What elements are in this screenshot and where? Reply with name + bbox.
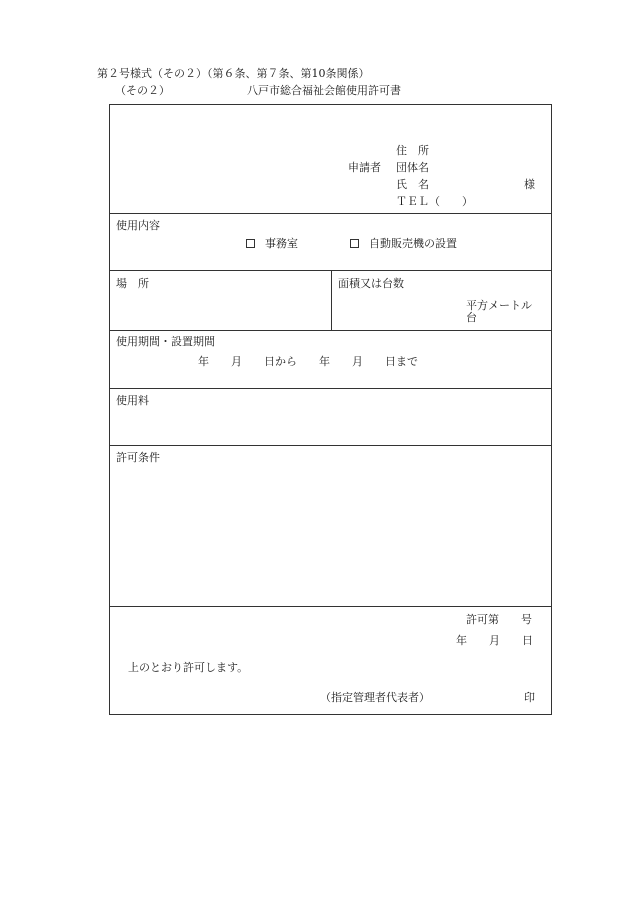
applicant-group-label: 団体名 (396, 161, 429, 174)
divider (110, 445, 551, 446)
office-checkbox[interactable] (246, 239, 255, 248)
conditions-label: 許可条件 (116, 451, 160, 464)
usage-option-office[interactable] (246, 238, 298, 249)
applicant-honorific: 様 (524, 178, 535, 191)
office-option-label: 事務室 (265, 237, 298, 250)
applicant-address-label: 住 所 (396, 144, 429, 157)
period-label: 使用期間・設置期間 (116, 335, 215, 348)
manager-label: （指定管理者代表者） (320, 691, 430, 704)
area-unit-sqm: 平方メートル (466, 299, 532, 312)
divider (110, 330, 551, 331)
divider (331, 270, 332, 330)
approval-date: 年 月 日 (456, 634, 533, 647)
permit-form (109, 104, 552, 715)
divider (110, 388, 551, 389)
usage-label: 使用内容 (116, 219, 160, 232)
vending-checkbox[interactable] (350, 239, 359, 248)
seal-mark: 印 (524, 691, 535, 704)
applicant-name-label: 氏 名 (396, 178, 429, 191)
usage-option-vending[interactable] (350, 238, 457, 249)
period-dates: 年 月 日から 年 月 日まで (198, 355, 418, 368)
form-number: 第２号様式（その２）（第６条、第７条、第10条関係） (97, 67, 370, 80)
fee-label: 使用料 (116, 394, 149, 407)
applicant-tel-label: ＴＥＬ（ ） (396, 195, 473, 208)
permit-number: 許可第 号 (466, 613, 532, 626)
vending-option-label: 自動販売機の設置 (369, 237, 457, 250)
divider (110, 606, 551, 607)
place-label: 場 所 (116, 277, 149, 290)
divider (110, 213, 551, 214)
approval-statement: 上のとおり許可します。 (128, 661, 249, 674)
area-unit-count: 台 (466, 311, 477, 324)
area-label: 面積又は台数 (338, 277, 404, 290)
sub-number: （その２） (115, 84, 170, 97)
applicant-label: 申請者 (348, 161, 381, 174)
document-title: 八戸市総合福祉会館使用許可書 (247, 84, 401, 97)
